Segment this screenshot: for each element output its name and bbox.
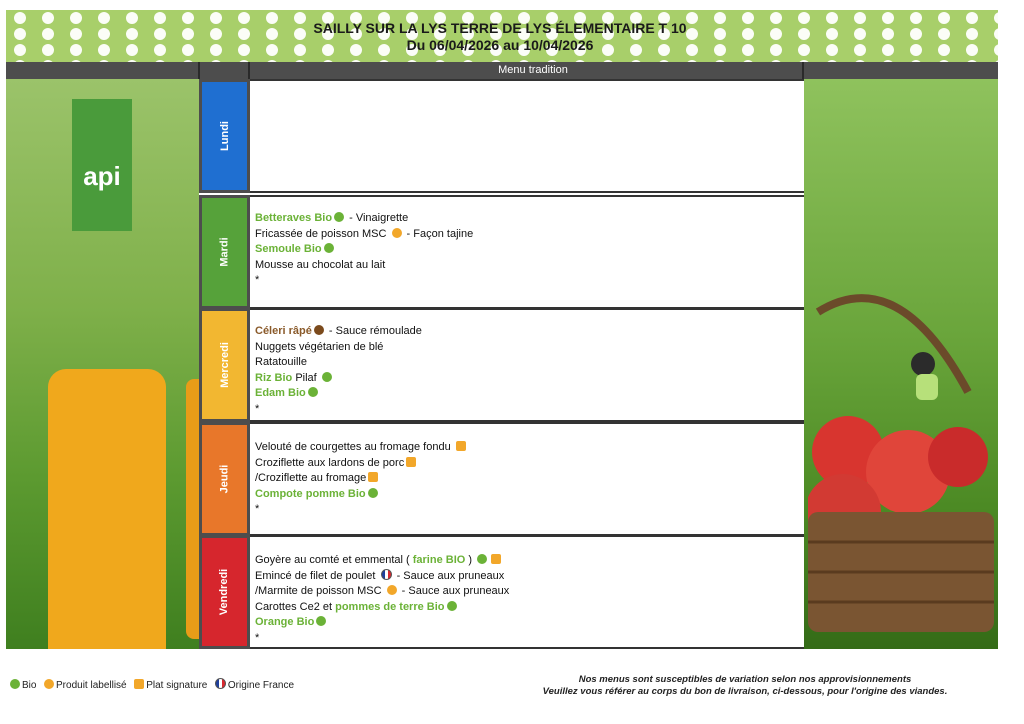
menu-item: *	[255, 631, 260, 644]
day-cell-lundi	[199, 79, 250, 193]
menu-item: Goyère au comté et emmental ( farine BIO )	[255, 553, 509, 569]
day-label: Mercredi	[218, 342, 231, 388]
menu-item: Semoule Bio	[255, 242, 473, 258]
api-logo: api	[72, 99, 132, 231]
signature-icon	[406, 457, 416, 467]
france-flag-icon	[215, 678, 226, 689]
menu-item: Céleri râpé - Sauce rémoulade	[255, 325, 422, 337]
day-color-block	[202, 198, 247, 306]
day-label: Vendredi	[218, 568, 231, 616]
bio-icon	[447, 601, 457, 611]
date-range: Du 06/04/2026 au 10/04/2026	[406, 37, 594, 53]
footer-notes: Nos menus sont susceptibles de variation selon nos approvisionnements Veuillez vous référer au corps du bon de livraison, ci-dessous, pour l'origine des viandes.	[542, 674, 948, 697]
bio-icon	[316, 616, 326, 626]
day-color-block	[202, 82, 247, 190]
menu-column-title: Menu tradition	[498, 64, 568, 76]
menu-item: Mousse au chocolat au lait	[255, 258, 386, 271]
yellow-boot-illustration	[48, 369, 166, 649]
day-label: Lundi	[218, 121, 231, 151]
menu-item: Carottes Ce2 et pommes de terre Bio	[255, 600, 509, 616]
bio-icon	[324, 243, 334, 253]
legend: Bio Produit labellisé Plat signature Origine France	[8, 678, 294, 691]
menu-item: *	[255, 503, 260, 515]
bio-icon	[334, 212, 344, 222]
menu-item: Riz Bio Pilaf	[255, 371, 422, 387]
label-icon	[387, 585, 397, 595]
day-color-block	[202, 425, 247, 533]
day-color-block	[202, 538, 247, 646]
bio-icon	[10, 679, 20, 689]
apple-basket-illustration	[808, 272, 994, 642]
day-cell-vendredi	[199, 535, 250, 649]
menu-cell-lundi	[250, 79, 804, 193]
menu-item: *	[255, 274, 260, 286]
menu-item: Ratatouille	[255, 356, 307, 368]
column-header-bar	[6, 62, 998, 79]
day-cell-mardi	[199, 195, 250, 309]
menu-item: Fricassée de poisson MSC - Façon tajine	[255, 227, 474, 240]
yellow-boot-illustration-2	[186, 379, 199, 639]
france-icon	[381, 569, 392, 580]
day-label: Jeudi	[218, 464, 231, 494]
menu-item: Orange Bio	[255, 615, 509, 631]
bio-icon	[308, 387, 318, 397]
menu-item: /Croziflette au fromage	[255, 471, 468, 487]
menu-cell-jeudi	[250, 422, 804, 536]
menu-item: Edam Bio	[255, 386, 422, 402]
signature-icon	[368, 472, 378, 482]
menu-cell-vendredi	[250, 535, 804, 649]
day-cell-jeudi	[199, 422, 250, 536]
menu-item: Compote pomme Bio	[255, 487, 468, 503]
bio-icon	[322, 372, 332, 382]
menu-cell-mercredi	[250, 308, 804, 422]
bio-icon	[477, 554, 487, 564]
menu-item: Nuggets végétarien de blé	[255, 340, 384, 353]
menu-item: Velouté de courgettes au fromage fondu	[255, 440, 468, 456]
signature-icon	[456, 441, 466, 451]
menu-item: Emincé de filet de poulet - Sauce aux pruneaux	[255, 569, 505, 582]
day-color-block	[202, 311, 247, 419]
day-cell-mercredi	[199, 308, 250, 422]
day-label: Mardi	[218, 237, 231, 267]
celery-icon	[314, 325, 324, 335]
menu-item: Betteraves Bio - Vinaigrette	[255, 212, 409, 224]
page-title: SAILLY SUR LA LYS TERRE DE LYS ÉLEMENTAIRE T 10	[313, 20, 687, 36]
label-icon	[44, 679, 54, 689]
menu-item: Croziflette aux lardons de porc	[255, 456, 468, 472]
header-banner	[6, 10, 998, 62]
signature-icon	[134, 679, 144, 689]
menu-cell-mardi	[250, 195, 804, 309]
signature-icon	[491, 554, 501, 564]
menu-item: *	[255, 402, 260, 415]
bio-icon	[368, 488, 378, 498]
menu-item: /Marmite de poisson MSC - Sauce aux pruneaux	[255, 585, 510, 597]
label-icon	[392, 228, 402, 238]
right-decorative-image	[804, 79, 998, 649]
